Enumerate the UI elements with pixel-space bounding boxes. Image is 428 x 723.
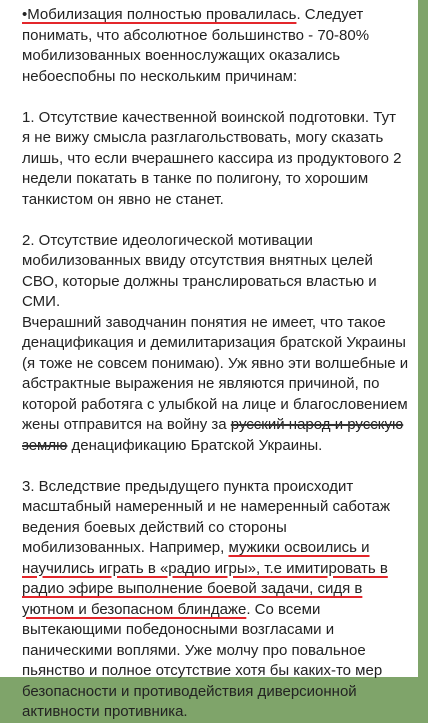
text-line <box>22 538 410 559</box>
text-line: понимать, что абсолютное большинство - 70-80% <box>22 26 370 44</box>
text-line: 1. Отсутствие качественной воинской подготовки. Тут <box>22 108 396 126</box>
text-line: я не вижу смысла разглагольствовать, могу сказать <box>22 129 384 146</box>
strikethrough-text: русский народ и русскую <box>230 416 404 433</box>
text-line <box>22 600 410 621</box>
text-segment: . Следует <box>296 6 364 23</box>
text-line: мобилизованных военнослужащих оказались <box>22 47 341 64</box>
text-line: 3. Вследствие предыдущего пункта происходит <box>22 477 354 495</box>
chat-scrollbar[interactable] <box>418 0 428 677</box>
text-line: недели покатать в танке по полигону, то хорошим <box>22 170 369 187</box>
text-segment: . Со всеми <box>246 600 321 618</box>
text-line <box>22 559 410 580</box>
strikethrough-text: землю <box>22 436 68 454</box>
text-line: мобилизованных ввиду отсутствия внятных целей <box>22 252 373 269</box>
text-segment: мобилизованных. Например, <box>22 539 229 556</box>
text-line: небоеспобны по нескольким причинам: <box>22 67 298 85</box>
text-line: масштабный намеренный и не намеренный саботаж <box>22 498 391 515</box>
text-line: СМИ. <box>22 293 61 310</box>
text-line: Вчерашний заводчанин понятия не имеет, что такое <box>22 313 386 331</box>
text-line: которой работяга с улыбкой на лице и благословением <box>22 395 408 413</box>
paragraph-point-3 <box>22 477 410 723</box>
highlighted-text: мужики освоились и <box>228 539 370 556</box>
text-line: денацификация и демилитаризация братской Украины <box>22 334 406 351</box>
text-line: вытекающими победоносными возгласами и <box>22 621 335 638</box>
text-line: безопасности и противодействия диверсионной <box>22 682 357 700</box>
highlighted-text: •Мобилизация полностью провалилась <box>22 6 297 23</box>
highlighted-text: уютном и безопасном блиндаже <box>22 600 247 618</box>
highlighted-text: радио эфире выполнение боевой задачи, сидя в <box>22 580 363 597</box>
text-line: ведения боевых действий со стороны <box>22 518 287 536</box>
text-line: паническими воплями. Уже молчу про повальное <box>22 641 366 659</box>
text-line <box>22 5 410 26</box>
text-line <box>22 579 410 600</box>
paragraph-point-2 <box>22 231 410 457</box>
text-line: (я тоже не совсем понимаю). Уж явно эти волшебные и <box>22 354 409 372</box>
text-line: абстрактные выражения не являются причиной, по <box>22 375 380 392</box>
text-line: 2. Отсутствие идеологической мотивации <box>22 231 313 249</box>
paragraph-intro <box>22 5 410 87</box>
text-segment: денацификацию Братской Украины. <box>67 436 323 454</box>
text-line: активности противника. <box>22 703 188 720</box>
text-segment: жены отправится на войну за <box>22 416 231 433</box>
text-line: пьянство и полное отсутствие хотя бы каких-то мер <box>22 662 383 679</box>
text-line: танкистом он явно не станет. <box>22 190 224 208</box>
text-line: лишь, что если вчерашнего кассира из продуктового 2 <box>22 149 402 167</box>
paragraph-point-1 <box>22 108 410 211</box>
text-line <box>22 436 410 457</box>
highlighted-text: научились играть в «радио игры», т.е имитировать в <box>22 559 388 577</box>
text-line <box>22 415 410 436</box>
text-line: СВО, которые должны транслироваться властью и <box>22 272 377 290</box>
